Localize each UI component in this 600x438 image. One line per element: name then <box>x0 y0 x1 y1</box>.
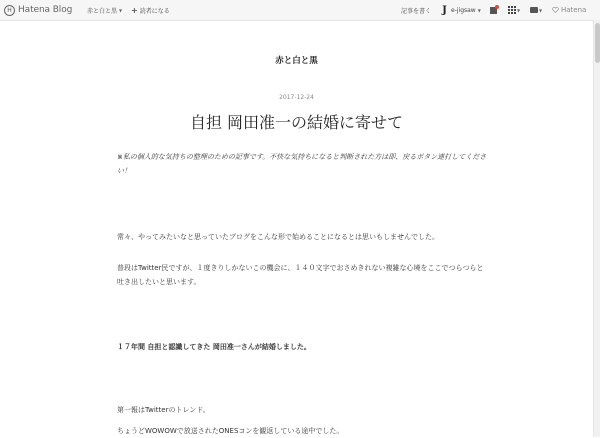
notification-badge <box>495 5 499 9</box>
hatena-label: Hatena <box>561 6 587 14</box>
chat-icon <box>530 7 538 13</box>
chevron-down-icon: ▼ <box>539 7 543 13</box>
entry-date[interactable]: 2017-12-24 <box>279 94 314 101</box>
blog-switcher-label: 赤と白と黒 <box>87 7 118 15</box>
hatena-logo-icon: H <box>4 5 15 16</box>
entry-paragraph: 第一報はTwitterのトレンド。 <box>117 406 210 414</box>
notifications-button[interactable] <box>490 0 497 20</box>
logo-text: Hatena Blog <box>18 5 73 15</box>
user-name: e-jigsaw <box>451 6 476 14</box>
entry-paragraph: ちょうどWOWOWで放送されたONESコンを観返している途中でした。 <box>117 427 344 435</box>
notification-icon <box>490 7 497 14</box>
entry-title[interactable]: 自担 岡田准一の結婚に寄せて <box>189 113 404 132</box>
heart-icon <box>552 7 559 13</box>
subscribe-button[interactable] <box>131 0 170 20</box>
chevron-down-icon: ▼ <box>477 7 481 13</box>
plus-icon: + <box>131 5 138 15</box>
chevron-down-icon: ▼ <box>517 7 521 13</box>
hatena-blog-logo[interactable] <box>4 0 72 20</box>
chevron-down-icon: ▼ <box>119 7 123 13</box>
scrollbar[interactable] <box>593 20 600 437</box>
write-post-link[interactable] <box>401 0 431 20</box>
user-avatar-icon: J <box>442 4 447 16</box>
entry-paragraph: 普段はTwitter民ですが、１度きりしかないこの機会に、１４０文字でおさめきれない複雑な心境をここでつらつらと吐き出したいと思います。 <box>117 264 484 286</box>
write-post-label: 記事を書く <box>401 7 432 15</box>
blog-switcher[interactable] <box>87 0 122 20</box>
grid-icon <box>508 6 516 14</box>
entry-paragraph: 常々、やってみたいなと思っていたブログをこんな形で始めることになるとは思いもしませんでした。 <box>117 233 439 241</box>
entry-paragraph-emphasis: １７年間 自担と認識してきた 岡田准一さんが結婚しました。 <box>117 343 311 351</box>
subscribe-label: 読者になる <box>139 7 170 15</box>
messages-menu-button[interactable] <box>530 0 542 20</box>
scrollbar-thumb[interactable] <box>595 23 600 63</box>
top-bar <box>0 0 600 21</box>
hatena-link[interactable] <box>552 0 586 20</box>
apps-menu-button[interactable] <box>508 0 520 20</box>
user-menu[interactable] <box>440 0 481 20</box>
blog-title[interactable]: 赤と白と黒 <box>275 56 318 66</box>
entry-paragraph-disclaimer: ※私の個人的な気持ちの整理のための記事です。不快な気持ちになると判断された方は即、戻るボタン連打してください！ <box>117 153 487 175</box>
